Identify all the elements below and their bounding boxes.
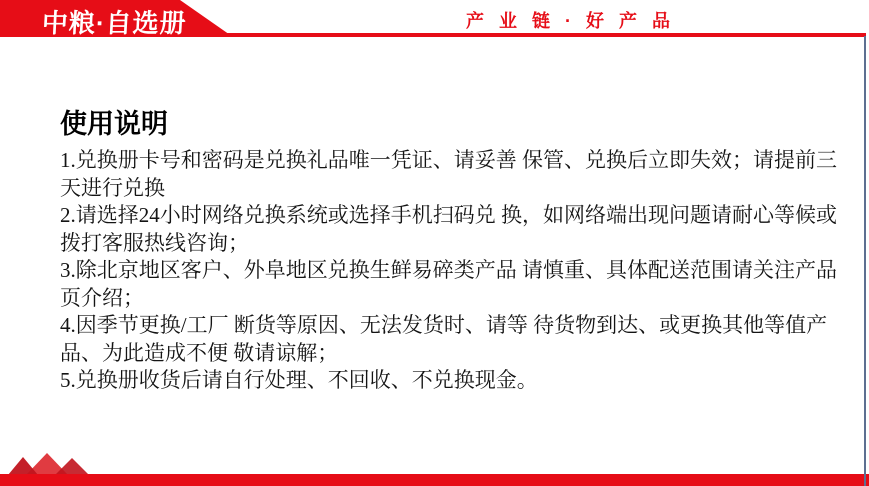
- instructions-section: [60, 106, 854, 395]
- header-slogan: 产 业 链 · 好 产 品: [466, 11, 675, 31]
- instruction-item-2: 2.请选择24小时网络兑换系统或选择手机扫码兑 换，如网络端出现问题请耐心等候或拨打客服热线咨询；: [60, 203, 837, 255]
- page-title: 使用说明: [60, 109, 168, 139]
- footer-bar: [0, 474, 869, 486]
- brand-logo: 中粮·自选册: [41, 8, 188, 38]
- mountains-icon: [0, 430, 100, 475]
- brand-banner: [0, 0, 240, 37]
- instruction-item-5: 5.兑换册收货后请自行处理、不回收、不兑换现金。: [60, 368, 538, 392]
- page-right-edge: [864, 36, 866, 486]
- instruction-item-4: 4.因季节更换/工厂 断货等原因、无法发货时、请等 待货物到达、或更换其他等值产品、为此造成不便 敬请谅解；: [60, 313, 828, 365]
- instruction-item-3: 3.除北京地区客户、外阜地区兑换生鲜易碎类产品 请慎重、具体配送范围请关注产品页介绍；: [60, 258, 837, 310]
- instruction-item-1: 1.兑换册卡号和密码是兑换礼品唯一凭证、请妥善 保管、兑换后立即失效；请提前三天进行兑换: [60, 148, 837, 200]
